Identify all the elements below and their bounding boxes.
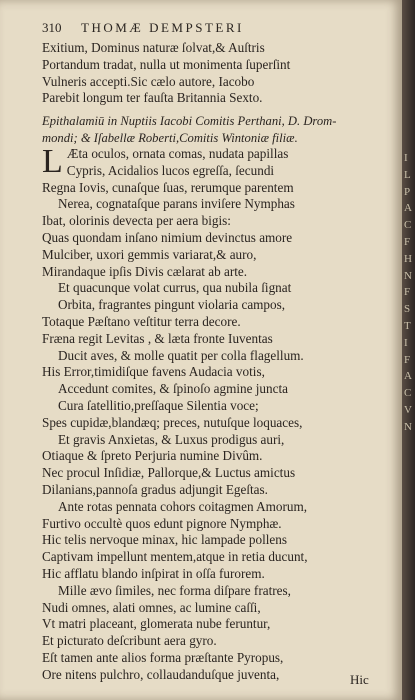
text-line: Nec procul Inſidiæ, Pallorque,& Luctus amictus [42,465,296,481]
text-line: Fræna regit Levitas , & læta fronte Iuventas [42,330,273,346]
text-line: Et quacunque volat currus, qua nubila ſignat [58,280,292,296]
facing-page-letter: N [404,269,412,282]
drop-cap: L [42,143,63,180]
text-line: Ante rotas pennata cohors coitagmen Amorum, [58,498,308,514]
heading-line: Epithalamiū in Nuptiis Iacobi Comitis Perthani, D. Drom- [42,114,337,128]
facing-page-letter: S [404,303,411,316]
facing-page-letter: N [404,420,412,433]
text-line: Cura ſatellitio,preſſaque Silentia voce; [58,397,259,413]
text-line: Orbita, fragrantes pingunt violaria campos, [58,297,286,313]
text-line: Nudi omnes, alati omnes, ac lumine caſſi, [42,599,261,615]
text-line: Mirandaque ipſis Divis cælarat ab arte. [42,263,248,279]
text-line: Æta oculos, ornata comas, nudata papillas [66,146,289,161]
facing-page-letter: C [404,387,412,400]
text-line: Ducit aves, & molle quatit per colla flagellum. [58,347,304,363]
text-line: Ore nitens pulchro, collaudanduſque juventa, [42,666,280,682]
text-line: Eſt tamen ante alios forma præſtante Pyropus, [42,649,284,665]
text-line: Quas quondam inſano nimium devinctus amore [42,229,293,245]
text-line: His Error,timidiſque favens Audacia votis, [42,364,265,380]
text-line: Et gravis Anxietas, & Luxus prodigus auri, [58,431,285,447]
text-line: Et picturato deſcribunt aera gyro. [42,633,217,649]
facing-page-letter: P [404,185,411,198]
text-line: Ibat, olorinis devecta per aera bigis: [42,213,231,229]
text-line: Nerea, cognataſque parans inviſere Nymphas [58,196,295,212]
facing-page-letter: F [404,235,411,248]
facing-page-letter: I [404,336,408,349]
text-line: Accedunt comites, & ſpinoſo agmine juncta [58,381,288,397]
running-title: THOMÆ DEMPSTERI [81,20,244,35]
facing-page-letter: C [404,219,412,232]
facing-page-letter: H [404,252,412,265]
text-line: Hic afflatu blando inſpirat in oſſa furorem. [42,565,265,581]
text-line: Mulciber, uxori gemmis variarat,& auro, [42,246,257,262]
text-line: Totaque Pæſtano veſtitur terra decore. [42,313,241,329]
text-line: Exitium, Dominus naturæ ſolvat,& Auſtris [42,40,265,55]
text-line: Vulneris accepti.Sic cælo autore, Iacobo [42,73,255,89]
text-line: Vt matri placeant, glomerata nube feruntur, [42,616,271,632]
text-line: Mille ævo ſimiles, nec forma diſpare fratres, [58,582,291,598]
facing-page-letter: T [404,319,411,332]
text-line: Hic telis nervoque minax, hic lampade pollens [42,532,287,548]
catchword: Hic [350,672,369,687]
page-number: 310 [42,20,62,35]
text-line: Spes cupidæ,blandæq; preces, nutuſque loquaces, [42,414,303,430]
facing-page-letter: F [404,286,411,299]
text-line: Parebit longum ter fauſta Britannia Sexto. [42,90,263,106]
text-line: Portandum tradat, nulla ut monimenta ſuperſint [42,56,291,72]
text-line: Cypris, Acidalios lucos egreſſa, ſecundi [66,162,275,178]
text-line: Regna Iovis, cunaſque ſuas, rerumque parentem [42,179,294,195]
facing-page-letter: F [404,353,411,366]
preceding-poem-ending [42,40,387,107]
facing-page-letter: L [404,168,411,181]
text-line: Furtivo occultè quos edunt pignore Nymphæ. [42,515,282,531]
facing-page-letters [404,150,414,436]
poem-lines [42,180,387,684]
section-heading [42,113,387,146]
heading-line: mondi; & Iſabellæ Roberti,Comitis Wintoniæ filiæ. [42,130,298,145]
facing-page-letter: A [404,370,412,383]
text-line: Otiaque & ſpreto Perjuria numine Divûm. [42,448,263,464]
facing-page-letter: I [404,152,408,164]
facing-page-letter: V [404,403,412,416]
facing-page-letter: A [404,202,412,215]
text-line: Dilanians,pannoſa gradus adjungit Egeſtas. [42,481,268,497]
poem-body [42,143,387,684]
text-line: Captivam impellunt mentem,atque in retia ducunt, [42,549,308,565]
running-header [42,20,392,36]
